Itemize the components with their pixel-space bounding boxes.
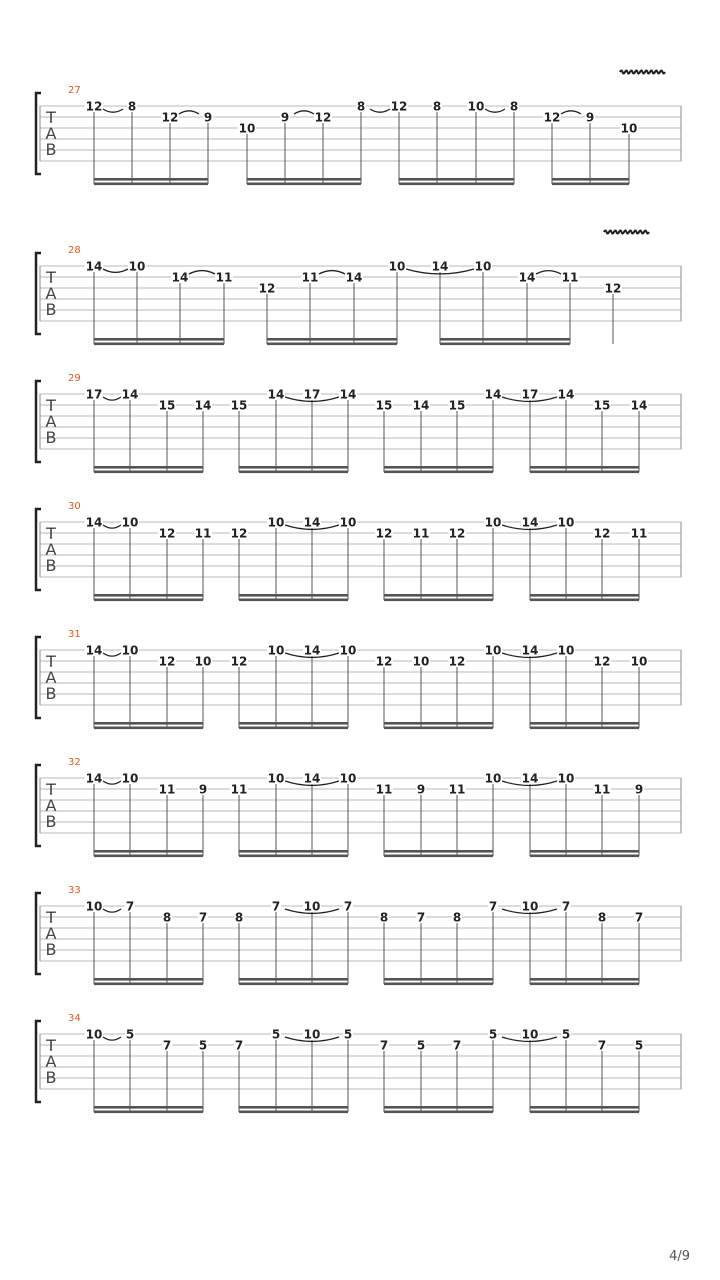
fret-number: 10: [85, 1027, 103, 1042]
fret-number: 14: [85, 643, 103, 658]
tab-clef-letter: A: [45, 796, 57, 815]
measure-number: 33: [68, 885, 81, 896]
fret-number: 10: [620, 121, 638, 136]
fret-number: 7: [488, 899, 498, 914]
fret-number: 14: [557, 387, 575, 402]
fret-number: 14: [521, 515, 539, 530]
tab-system: [36, 71, 681, 186]
page-number: 4/9: [669, 1249, 690, 1264]
fret-number: 8: [509, 99, 519, 114]
fret-number: 10: [484, 515, 502, 530]
fret-number: 10: [388, 259, 406, 274]
fret-number: 14: [518, 270, 536, 285]
beam-primary: [440, 338, 570, 341]
fret-number: 10: [194, 654, 212, 669]
beam-secondary: [94, 983, 203, 986]
tab-system: [36, 1013, 681, 1113]
measure-number: 28: [68, 245, 81, 256]
fret-number: 10: [267, 643, 285, 658]
beam-secondary: [399, 183, 514, 186]
beam-secondary: [530, 855, 639, 858]
beam-secondary: [239, 1111, 348, 1114]
fret-number: 5: [561, 1027, 571, 1042]
slur-arc: [485, 109, 505, 112]
fret-number: 12: [85, 99, 103, 114]
tab-clef-letter: T: [46, 780, 56, 799]
slur-arc: [103, 653, 121, 656]
fret-number: 12: [604, 281, 622, 296]
fret-number: 9: [585, 110, 595, 125]
fret-number: 5: [634, 1038, 644, 1053]
tab-clef-letter: B: [45, 428, 57, 447]
tab-system: [36, 885, 681, 985]
measure-number: 32: [68, 757, 81, 768]
beam-secondary: [239, 599, 348, 602]
tab-clef-letter: A: [45, 668, 57, 687]
beam-secondary: [239, 471, 348, 474]
beam-primary: [94, 178, 208, 181]
fret-number: 11: [593, 782, 611, 797]
fret-number: 11: [230, 782, 248, 797]
fret-number: 10: [339, 515, 357, 530]
fret-number: 10: [484, 643, 502, 658]
beam-primary: [239, 850, 348, 853]
fret-number: 8: [127, 99, 137, 114]
fret-number: 14: [171, 270, 189, 285]
fret-number: 14: [85, 259, 103, 274]
beam-primary: [384, 978, 493, 981]
fret-number: 12: [448, 654, 466, 669]
slur-arc: [561, 111, 581, 114]
measure-number: 27: [68, 85, 81, 96]
beam-primary: [530, 850, 639, 853]
fret-number: 8: [379, 910, 389, 925]
beam-primary: [239, 466, 348, 469]
beam-primary: [384, 1106, 493, 1109]
beam-primary: [530, 722, 639, 725]
fret-number: 15: [448, 398, 466, 413]
slur-arc: [103, 109, 123, 112]
fret-number: 15: [158, 398, 176, 413]
fret-number: 7: [452, 1038, 462, 1053]
fret-number: 14: [194, 398, 212, 413]
fret-number: 7: [234, 1038, 244, 1053]
beam-secondary: [552, 183, 629, 186]
fret-number: 15: [375, 398, 393, 413]
fret-number: 17: [85, 387, 103, 402]
slur-arc: [103, 269, 128, 272]
fret-number: 10: [267, 515, 285, 530]
vibrato-mark: [604, 231, 649, 234]
tab-clef-letter: T: [46, 268, 56, 287]
beam-primary: [530, 1106, 639, 1109]
fret-number: 10: [521, 1027, 539, 1042]
beam-primary: [384, 722, 493, 725]
measure-number: 29: [68, 373, 81, 384]
fret-number: 11: [412, 526, 430, 541]
tab-clef-letter: B: [45, 812, 57, 831]
beam-secondary: [239, 727, 348, 730]
beam-secondary: [440, 343, 570, 346]
fret-number: 9: [280, 110, 290, 125]
fret-number: 10: [557, 771, 575, 786]
slur-arc: [189, 271, 215, 274]
slur-arc: [370, 109, 390, 112]
fret-number: 11: [561, 270, 579, 285]
fret-number: 14: [267, 387, 285, 402]
fret-number: 10: [339, 771, 357, 786]
beam-secondary: [530, 1111, 639, 1114]
beam-primary: [94, 978, 203, 981]
fret-number: 15: [230, 398, 248, 413]
slur-arc: [103, 397, 121, 400]
fret-number: 10: [121, 643, 139, 658]
fret-number: 9: [416, 782, 426, 797]
beam-primary: [94, 338, 224, 341]
measure-number: 30: [68, 501, 81, 512]
fret-number: 10: [85, 899, 103, 914]
beam-primary: [267, 338, 397, 341]
slur-arc: [103, 525, 121, 528]
tab-clef-letter: T: [46, 108, 56, 127]
fret-number: 15: [593, 398, 611, 413]
beam-secondary: [384, 983, 493, 986]
fret-number: 14: [630, 398, 648, 413]
vibrato-mark: [620, 71, 665, 74]
fret-number: 11: [158, 782, 176, 797]
fret-number: 10: [238, 121, 256, 136]
fret-number: 12: [158, 654, 176, 669]
fret-number: 5: [488, 1027, 498, 1042]
beam-primary: [239, 978, 348, 981]
fret-number: 10: [128, 259, 146, 274]
fret-number: 17: [521, 387, 539, 402]
fret-number: 14: [85, 771, 103, 786]
fret-number: 10: [630, 654, 648, 669]
fret-number: 10: [303, 899, 321, 914]
fret-number: 10: [339, 643, 357, 658]
beam-secondary: [384, 855, 493, 858]
slur-arc: [103, 909, 121, 912]
fret-number: 17: [303, 387, 321, 402]
beam-primary: [239, 594, 348, 597]
beam-secondary: [94, 599, 203, 602]
beam-primary: [94, 1106, 203, 1109]
fret-number: 8: [597, 910, 607, 925]
tab-clef-letter: T: [46, 396, 56, 415]
tab-clef-letter: B: [45, 1068, 57, 1087]
fret-number: 7: [271, 899, 281, 914]
beam-primary: [530, 978, 639, 981]
tab-system: [36, 757, 681, 857]
beam-primary: [384, 594, 493, 597]
fret-number: 10: [484, 771, 502, 786]
beam-secondary: [247, 183, 361, 186]
tab-clef-letter: T: [46, 1036, 56, 1055]
tab-clef-letter: T: [46, 908, 56, 927]
beam-primary: [530, 594, 639, 597]
slur-arc: [536, 271, 561, 274]
beam-secondary: [267, 343, 397, 346]
beam-secondary: [530, 983, 639, 986]
fret-number: 11: [194, 526, 212, 541]
tab-clef-letter: B: [45, 300, 57, 319]
slur-arc: [103, 781, 121, 784]
fret-number: 5: [198, 1038, 208, 1053]
beam-secondary: [94, 1111, 203, 1114]
fret-number: 12: [161, 110, 179, 125]
tab-clef-letter: B: [45, 140, 57, 159]
beam-primary: [384, 850, 493, 853]
fret-number: 5: [416, 1038, 426, 1053]
slur-arc: [319, 271, 345, 274]
beam-primary: [94, 850, 203, 853]
tab-clef-letter: T: [46, 524, 56, 543]
tab-clef-letter: A: [45, 924, 57, 943]
fret-number: 14: [85, 515, 103, 530]
fret-number: 10: [267, 771, 285, 786]
fret-number: 12: [375, 654, 393, 669]
fret-number: 11: [448, 782, 466, 797]
fret-number: 12: [593, 654, 611, 669]
beam-primary: [94, 466, 203, 469]
beam-secondary: [94, 471, 203, 474]
beam-primary: [239, 1106, 348, 1109]
tab-clef-letter: B: [45, 556, 57, 575]
fret-number: 10: [521, 899, 539, 914]
beam-primary: [530, 466, 639, 469]
fret-number: 14: [303, 515, 321, 530]
fret-number: 14: [339, 387, 357, 402]
fret-number: 9: [634, 782, 644, 797]
beam-primary: [94, 722, 203, 725]
fret-number: 12: [314, 110, 332, 125]
fret-number: 12: [230, 526, 248, 541]
fret-number: 12: [593, 526, 611, 541]
fret-number: 7: [634, 910, 644, 925]
fret-number: 10: [557, 643, 575, 658]
tab-system: [36, 629, 681, 729]
beam-primary: [94, 594, 203, 597]
beam-primary: [552, 178, 629, 181]
fret-number: 7: [198, 910, 208, 925]
fret-number: 7: [162, 1038, 172, 1053]
fret-number: 7: [343, 899, 353, 914]
fret-number: 10: [121, 515, 139, 530]
beam-secondary: [239, 855, 348, 858]
fret-number: 11: [215, 270, 233, 285]
fret-number: 14: [345, 270, 363, 285]
tab-clef-letter: B: [45, 940, 57, 959]
fret-number: 12: [448, 526, 466, 541]
fret-number: 8: [234, 910, 244, 925]
measure-number: 31: [68, 629, 81, 640]
fret-number: 14: [412, 398, 430, 413]
fret-number: 14: [521, 643, 539, 658]
fret-number: 8: [432, 99, 442, 114]
fret-number: 8: [356, 99, 366, 114]
tab-system: [36, 231, 681, 346]
fret-number: 11: [301, 270, 319, 285]
fret-number: 8: [452, 910, 462, 925]
fret-number: 12: [158, 526, 176, 541]
fret-number: 5: [271, 1027, 281, 1042]
tab-clef-letter: B: [45, 684, 57, 703]
fret-number: 7: [125, 899, 135, 914]
slur-arc: [103, 1037, 121, 1040]
measure-number: 34: [68, 1013, 81, 1024]
fret-number: 12: [258, 281, 276, 296]
fret-number: 14: [121, 387, 139, 402]
tab-system: [36, 373, 681, 473]
tab-clef-letter: A: [45, 284, 57, 303]
fret-number: 10: [557, 515, 575, 530]
tab-clef-letter: A: [45, 124, 57, 143]
tab-system: [36, 501, 681, 601]
beam-primary: [247, 178, 361, 181]
fret-number: 12: [543, 110, 561, 125]
beam-secondary: [530, 599, 639, 602]
fret-number: 12: [375, 526, 393, 541]
beam-secondary: [94, 727, 203, 730]
beam-primary: [399, 178, 514, 181]
slur-arc: [179, 111, 199, 114]
fret-number: 14: [303, 643, 321, 658]
beam-secondary: [94, 343, 224, 346]
slur-arc: [294, 111, 314, 114]
beam-secondary: [384, 727, 493, 730]
beam-secondary: [530, 471, 639, 474]
fret-number: 14: [431, 259, 449, 274]
beam-secondary: [239, 983, 348, 986]
beam-primary: [384, 466, 493, 469]
fret-number: 14: [303, 771, 321, 786]
fret-number: 11: [630, 526, 648, 541]
fret-number: 10: [121, 771, 139, 786]
fret-number: 14: [521, 771, 539, 786]
fret-number: 10: [474, 259, 492, 274]
tab-clef-letter: T: [46, 652, 56, 671]
beam-secondary: [530, 727, 639, 730]
beam-secondary: [384, 1111, 493, 1114]
fret-number: 12: [230, 654, 248, 669]
fret-number: 7: [416, 910, 426, 925]
fret-number: 11: [375, 782, 393, 797]
fret-number: 9: [198, 782, 208, 797]
beam-secondary: [94, 855, 203, 858]
fret-number: 12: [390, 99, 408, 114]
fret-number: 7: [597, 1038, 607, 1053]
tab-clef-letter: A: [45, 412, 57, 431]
fret-number: 8: [162, 910, 172, 925]
beam-secondary: [384, 471, 493, 474]
beam-secondary: [94, 183, 208, 186]
fret-number: 10: [412, 654, 430, 669]
tab-clef-letter: A: [45, 1052, 57, 1071]
fret-number: 5: [125, 1027, 135, 1042]
fret-number: 9: [203, 110, 213, 125]
beam-primary: [239, 722, 348, 725]
fret-number: 10: [303, 1027, 321, 1042]
tab-clef-letter: A: [45, 540, 57, 559]
fret-number: 14: [484, 387, 502, 402]
fret-number: 5: [343, 1027, 353, 1042]
beam-secondary: [384, 599, 493, 602]
fret-number: 7: [379, 1038, 389, 1053]
fret-number: 10: [467, 99, 485, 114]
fret-number: 7: [561, 899, 571, 914]
